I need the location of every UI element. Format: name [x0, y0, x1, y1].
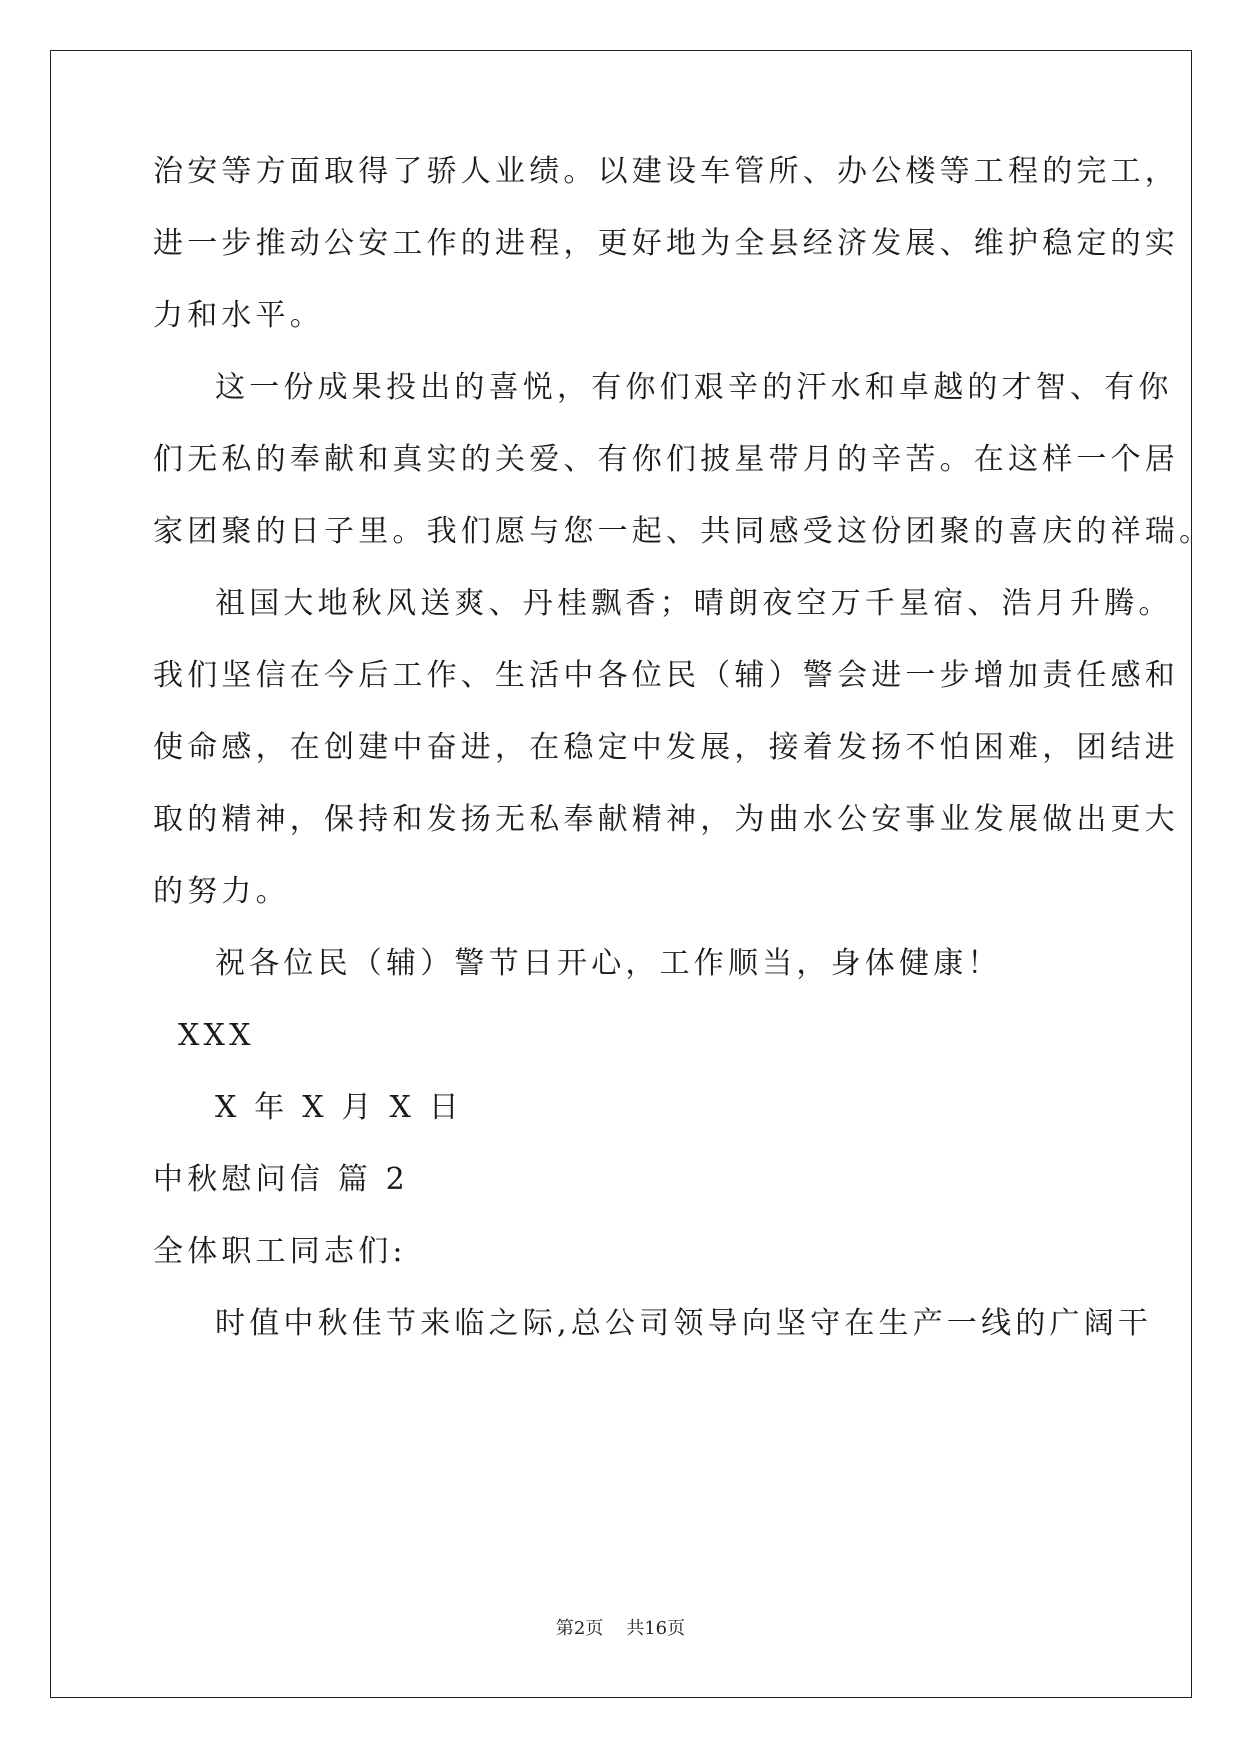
paragraph-line: 我们坚信在今后工作、生活中各位民（辅）警会进一步增加责任感和 — [153, 658, 1179, 693]
paragraph-line: 的努力。 — [153, 874, 290, 909]
paragraph-line: 这一份成果投出的喜悦，有你们艰辛的汗水和卓越的才智、有你 — [215, 370, 1173, 405]
paragraph-line: 家团聚的日子里。我们愿与您一起、共同感受这份团聚的喜庆的祥瑞。 — [153, 514, 1214, 549]
page-footer — [0, 1618, 1241, 1640]
page-number: 第2页 共16页 — [555, 1618, 686, 1639]
paragraph-line: 时值中秋佳节来临之际,总公司领导向坚守在生产一线的广阔干 — [215, 1306, 1153, 1341]
paragraph-line: 力和水平。 — [153, 298, 324, 333]
salutation: 全体职工同志们: — [153, 1234, 407, 1269]
paragraph-line: 使命感，在创建中奋进，在稳定中发展，接着发扬不怕困难，团结进 — [153, 730, 1179, 765]
greeting-line: 祝各位民（辅）警节日开心，工作顺当，身体健康！ — [215, 946, 1002, 981]
signature-date: X 年 X 月 X 日 — [215, 1090, 463, 1125]
paragraph-line: 治安等方面取得了骄人业绩。以建设车管所、办公楼等工程的完工， — [153, 154, 1179, 189]
signature-name: XXX — [178, 1018, 255, 1053]
section-heading: 中秋慰问信 篇 2 — [153, 1162, 409, 1197]
paragraph-line: 进一步推动公安工作的进程，更好地为全县经济发展、维护稳定的实 — [153, 226, 1179, 261]
paragraph-line: 祖国大地秋风送爽、丹桂飘香；晴朗夜空万千星宿、浩月升腾。 — [215, 586, 1173, 621]
paragraph-line: 们无私的奉献和真实的关爱、有你们披星带月的辛苦。在这样一个居 — [153, 442, 1179, 477]
paragraph-line: 取的精神，保持和发扬无私奉献精神，为曲水公安事业发展做出更大 — [153, 802, 1179, 837]
